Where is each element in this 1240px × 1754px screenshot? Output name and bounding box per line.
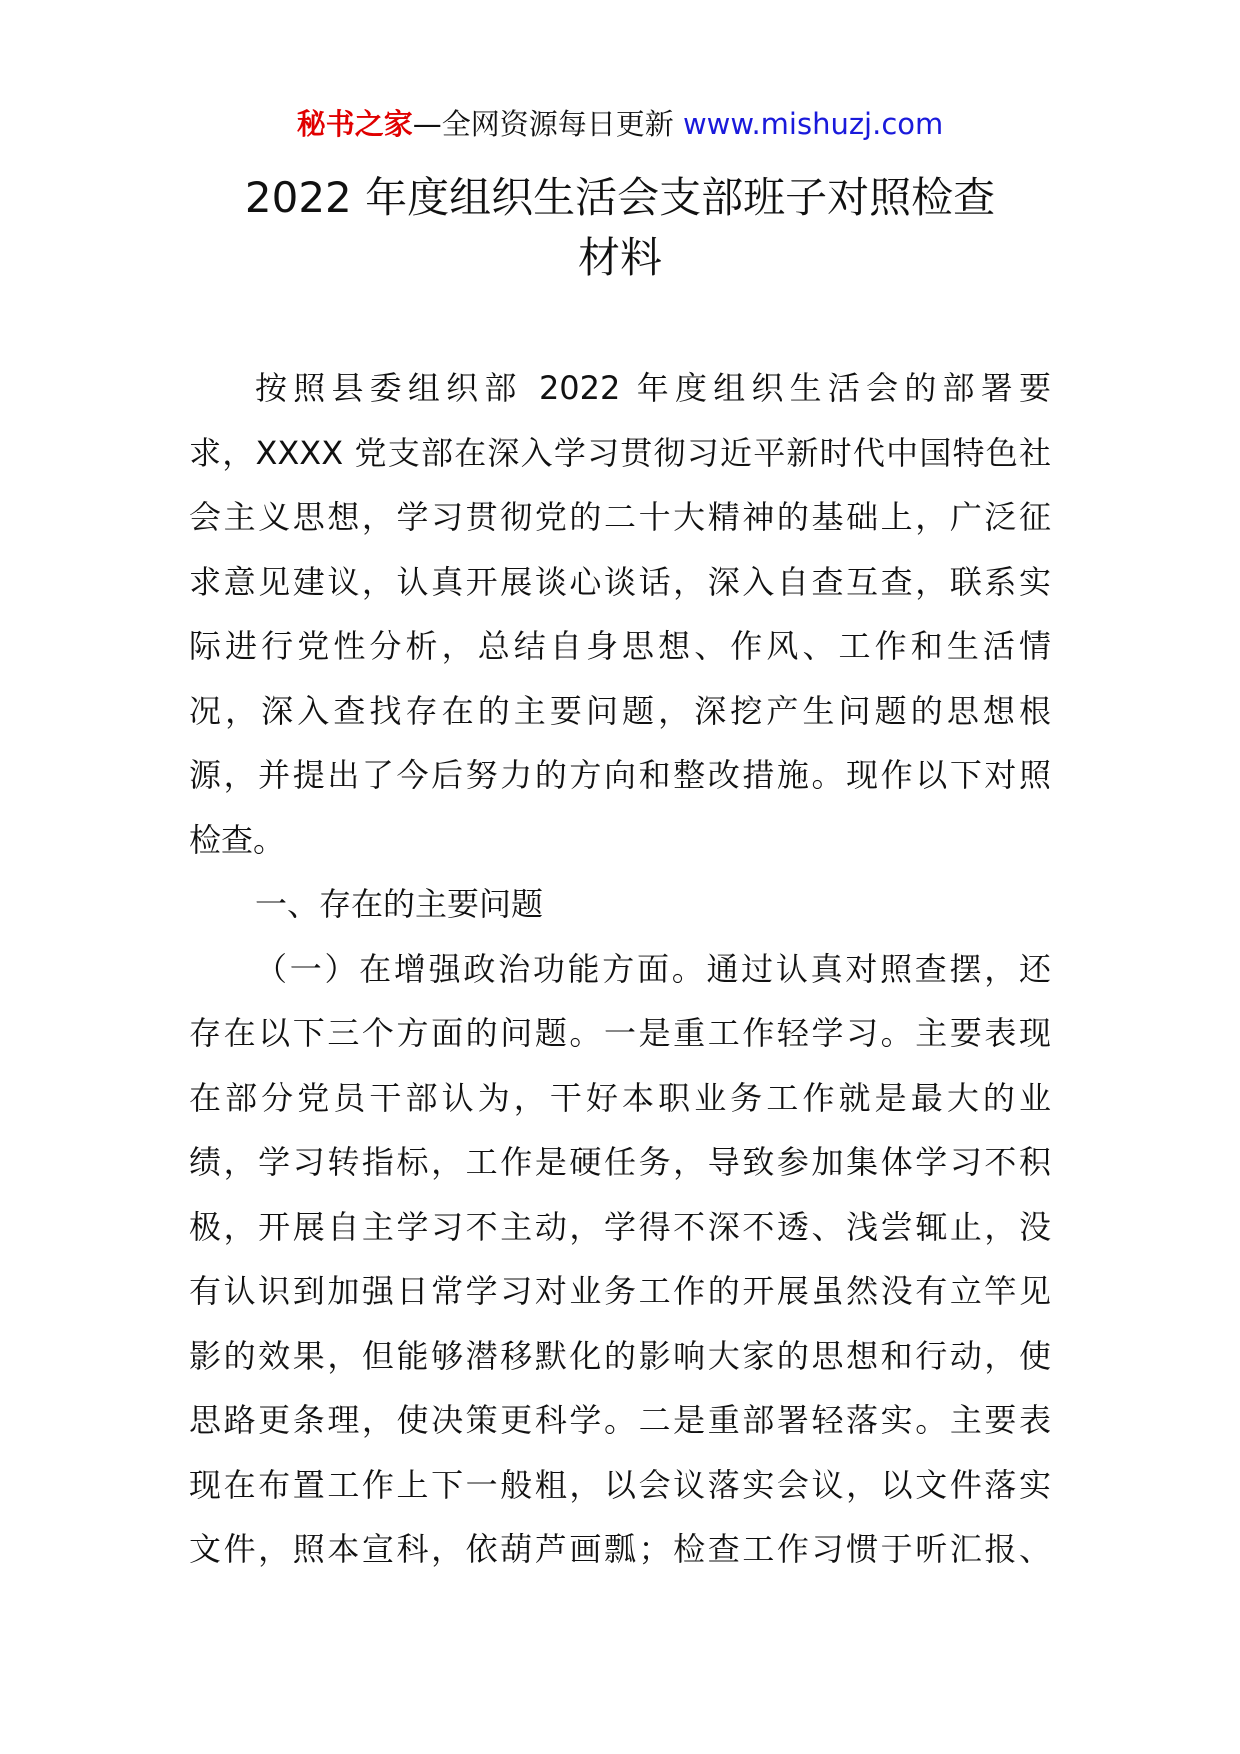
body-line: 思路更条理，使决策更科学。二是重部署轻落实。主要表: [189, 1401, 1051, 1439]
body-line: 极，开展自主学习不主动，学得不深不透、浅尝辄止，没: [189, 1207, 1051, 1246]
body-line: （一）在增强政治功能方面。通过认真对照查摆，还: [255, 949, 1051, 988]
body-line: 按照县委组织部 2022 年度组织生活会的部署要: [255, 369, 1051, 407]
document-body: [189, 356, 1051, 1582]
title-line-1: 2022 年度组织生活会支部班子对照检查: [244, 173, 996, 222]
body-line: 况，深入查找存在的主要问题，深挖产生问题的思想根: [189, 691, 1051, 730]
body-line: 存在以下三个方面的问题。一是重工作轻学习。主要表现: [189, 1014, 1051, 1052]
body-line: 际进行党性分析，总结自身思想、作风、工作和生活情: [189, 627, 1051, 665]
body-line: 影的效果，但能够潜移默化的影响大家的思想和行动，使: [189, 1336, 1051, 1375]
body-line: 会主义思想，学习贯彻党的二十大精神的基础上，广泛征: [189, 498, 1051, 536]
site-url[interactable]: www.mishuzj.com: [682, 107, 944, 141]
body-line: 求意见建议，认真开展谈心谈话，深入自查互查，联系实: [189, 562, 1051, 601]
site-slogan: —全网资源每日更新: [412, 107, 674, 141]
body-line: 文件，照本宣科，依葫芦画瓢；检查工作习惯于听汇报、: [189, 1530, 1051, 1568]
body-line: 求，XXXX 党支部在深入学习贯彻习近平新时代中国特色社: [189, 433, 1051, 472]
body-line: 有认识到加强日常学习对业务工作的开展虽然没有立竿见: [189, 1272, 1051, 1310]
body-line: 源，并提出了今后努力的方向和整改措施。现作以下对照: [189, 756, 1051, 794]
document-title: [0, 168, 1240, 288]
section-heading: 一、存在的主要问题: [255, 885, 544, 923]
title-line-2: 材料: [577, 233, 662, 282]
body-line: 现在布置工作上下一般粗，以会议落实会议，以文件落实: [189, 1465, 1051, 1504]
site-brand: 秘书之家: [296, 107, 413, 141]
body-line: 绩，学习转指标，工作是硬任务，导致参加集体学习不积: [189, 1143, 1051, 1181]
body-line: 检查。: [189, 820, 286, 859]
body-line: 在部分党员干部认为，干好本职业务工作就是最大的业: [189, 1078, 1051, 1117]
site-header: [0, 104, 1240, 144]
